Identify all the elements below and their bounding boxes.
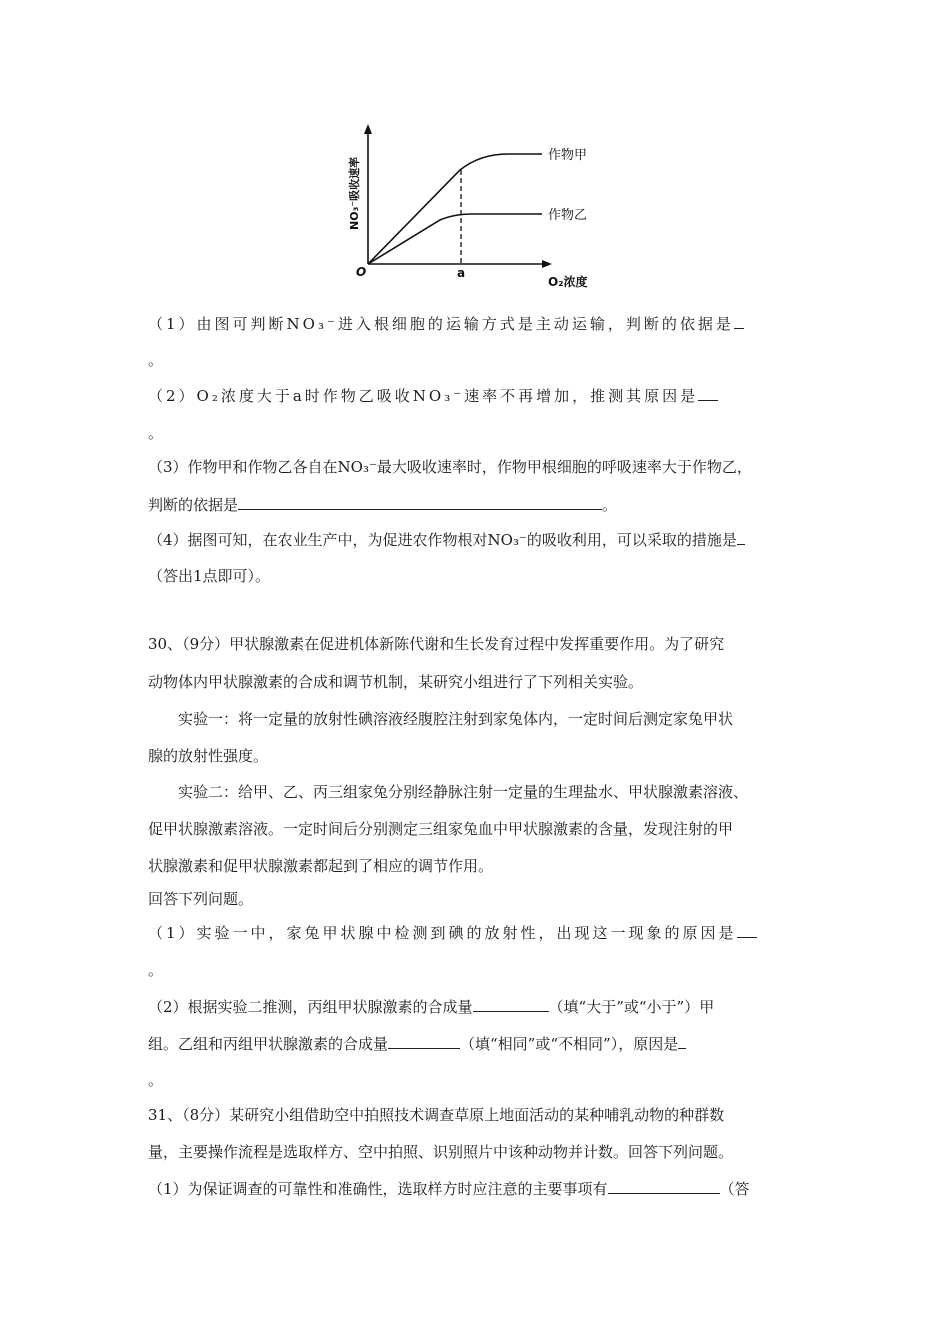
q31-intro-line1: 31、（8分）某研究小组借助空中拍照技术调查草原上地面活动的某种哺乳动物的种群数 bbox=[148, 1106, 725, 1124]
x-axis-arrow bbox=[542, 260, 552, 268]
q30-intro-line2: 动物体内甲状腺激素的合成和调节机制，某研究小组进行了下列相关实验。 bbox=[148, 673, 644, 691]
answer-blank[interactable] bbox=[678, 1033, 686, 1049]
q30-exp1-line1: 实验一：将一定量的放射性碘溶液经腹腔注射到家兔体内，一定时间后测定家兔甲状 bbox=[178, 710, 734, 728]
q29-part1-text: （1）由图可判断NO₃⁻进入根细胞的运输方式是主动运输，判断的依据是 bbox=[148, 315, 734, 333]
answer-blank[interactable] bbox=[737, 529, 745, 545]
y-axis-arrow bbox=[364, 124, 372, 134]
answer-blank[interactable] bbox=[698, 385, 718, 401]
absorption-rate-figure bbox=[330, 118, 630, 296]
series-label-yi: 作物乙 bbox=[548, 208, 588, 223]
answer-blank[interactable] bbox=[734, 313, 744, 329]
q30-part2-hint2: （填“相同”或“不相同”），原因是 bbox=[460, 1035, 679, 1053]
q30-part2-line1 bbox=[148, 996, 714, 1017]
q29-part3-line1: （3）作物甲和作物乙各自在NO₃⁻最大吸收速率时，作物甲根细胞的呼吸速率大于作物乙， bbox=[148, 458, 752, 476]
q30-intro-line1: 30、（9分）甲状腺激素在促进机体新陈代谢和生长发育过程中发挥重要作用。为了研究 bbox=[148, 635, 725, 653]
q31-intro-line2: 量，主要操作流程是选取样方、空中拍照、识别照片中该种动物并计数。回答下列问题。 bbox=[148, 1143, 734, 1161]
y-axis-label: NO₃⁻吸收速率 bbox=[348, 156, 361, 230]
q29-part1-end: 。 bbox=[148, 351, 164, 369]
q30-exp2-line1: 实验二：给甲、乙、丙三组家兔分别经静脉注射一定量的生理盐水、甲状腺激素溶液、 bbox=[178, 783, 749, 801]
q29-part4-line1 bbox=[148, 529, 745, 550]
q30-part2-line2 bbox=[148, 1033, 686, 1054]
q30-part2-text2: 组。乙组和丙组甲状腺激素的合成量 bbox=[148, 1035, 389, 1053]
series-label-jia: 作物甲 bbox=[548, 148, 588, 163]
q29-part3-line2 bbox=[148, 494, 617, 515]
q29-part4-line2: （答出1点即可）。 bbox=[148, 567, 271, 585]
q31-part1-text: （1）为保证调查的可靠性和准确性，选取样方时应注意的主要事项有 bbox=[148, 1180, 608, 1198]
q30-exp1-line2: 腺的放射性强度。 bbox=[148, 747, 269, 765]
answer-blank[interactable] bbox=[388, 1033, 460, 1049]
q30-part1-text: （1）实验一中，家兔甲状腺中检测到碘的放射性，出现这一现象的原因是 bbox=[148, 924, 737, 942]
q29-part2-end: 。 bbox=[148, 424, 164, 442]
q29-part3-text: 判断的依据是 bbox=[148, 496, 239, 514]
q30-part1 bbox=[148, 922, 757, 943]
q30-prompt: 回答下列问题。 bbox=[148, 890, 254, 908]
answer-blank[interactable] bbox=[473, 996, 549, 1012]
answer-blank[interactable] bbox=[608, 1178, 720, 1194]
q31-part1 bbox=[148, 1178, 750, 1199]
q29-part2 bbox=[148, 385, 718, 406]
q29-part2-text: （2）O₂浓度大于a时作物乙吸收NO₃⁻速率不再增加，推测其原因是 bbox=[148, 387, 699, 405]
q30-part2-text: （2）根据实验二推测，丙组甲状腺激素的合成量 bbox=[148, 998, 473, 1016]
series-line-yi bbox=[368, 214, 542, 264]
q29-part3-end: 。 bbox=[602, 496, 618, 514]
x-axis-label: O₂浓度 bbox=[548, 275, 588, 289]
answer-blank[interactable] bbox=[238, 494, 602, 510]
q30-part1-end: 。 bbox=[148, 961, 164, 979]
absorption-rate-chart bbox=[330, 118, 630, 296]
q30-part2-hint: （填“大于”或“小于”）甲 bbox=[548, 998, 715, 1016]
q31-part1-end: （答 bbox=[719, 1180, 750, 1198]
answer-blank[interactable] bbox=[737, 922, 757, 938]
q29-part4-text: （4）据图可知，在农业生产中，为促进农作物根对NO₃⁻的吸收利用，可以采取的措施是 bbox=[148, 531, 737, 549]
a-tick-label: a bbox=[457, 266, 466, 280]
origin-label: O bbox=[356, 265, 367, 279]
q30-exp2-line3: 状腺激素和促甲状腺激素都起到了相应的调节作用。 bbox=[148, 857, 494, 875]
q29-part1 bbox=[148, 313, 744, 334]
q30-part2-end: 。 bbox=[148, 1071, 164, 1089]
q30-exp2-line2: 促甲状腺激素溶液。一定时间后分别测定三组家兔血中甲状腺激素的含量，发现注射的甲 bbox=[148, 820, 734, 838]
